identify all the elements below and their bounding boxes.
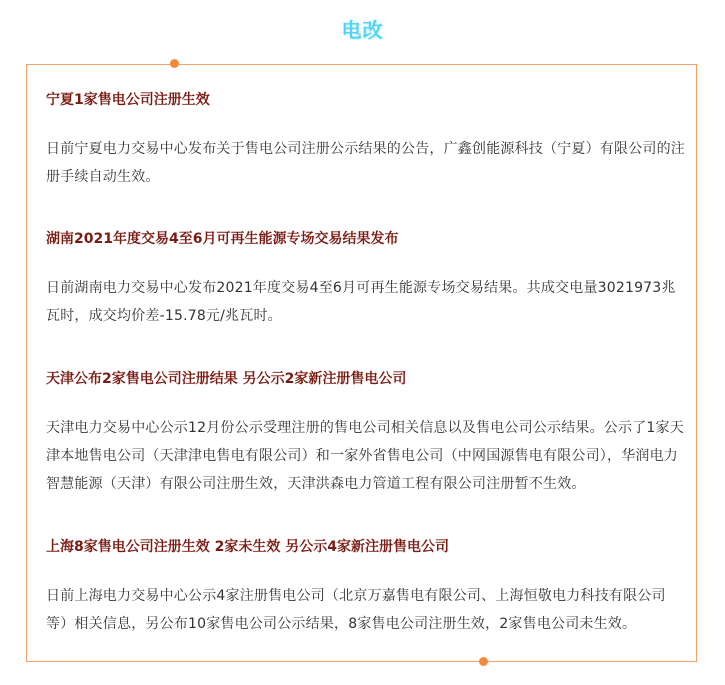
section-title: 电改 bbox=[341, 18, 384, 42]
article-headline: 宁夏1家售电公司注册生效 bbox=[46, 92, 210, 108]
article-headline: 天津公布2家售电公司注册结果 另公示2家新注册售电公司 bbox=[46, 371, 407, 387]
article-headline: 湖南2021年度交易4至6月可再生能源专场交易结果发布 bbox=[46, 231, 399, 247]
article-body: 天津电力交易中心公示12月份公示受理注册的售电公司相关信息以及售电公司公示结果。公示了1家天津本地售电公司（天津津电售电有限公司）和一家外省售电公司（中网国源售电有限公司），华润电力智慧能源（天津）有限公司注册生效，天津洪森电力管道工程有限公司注册暂不生效。 bbox=[46, 420, 684, 492]
article-body: 日前宁夏电力交易中心发布关于售电公司注册公示结果的公告，广鑫创能源科技（宁夏）有限公司的注册手续自动生效。 bbox=[46, 141, 685, 185]
article-body: 日前湖南电力交易中心发布2021年度交易4至6月可再生能源专场交易结果。共成交电量3021973兆瓦时，成交均价差-15.78元/兆瓦时。 bbox=[46, 280, 676, 324]
article-body: 日前上海电力交易中心公示4家注册售电公司（北京万嘉售电有限公司、上海恒敬电力科技有限公司等）相关信息，另公布10家售电公司公示结果，8家售电公司注册生效，2家售电公司未生效。 bbox=[46, 588, 666, 632]
frame-top-dot bbox=[170, 59, 179, 68]
article-tianjin bbox=[46, 369, 686, 498]
article-headline: 上海8家售电公司注册生效 2家未生效 另公示4家新注册售电公司 bbox=[46, 539, 449, 555]
frame-bottom-dot bbox=[479, 657, 488, 666]
article-shanghai bbox=[46, 537, 686, 638]
article-ningxia bbox=[46, 90, 686, 191]
article-hunan bbox=[46, 229, 686, 330]
